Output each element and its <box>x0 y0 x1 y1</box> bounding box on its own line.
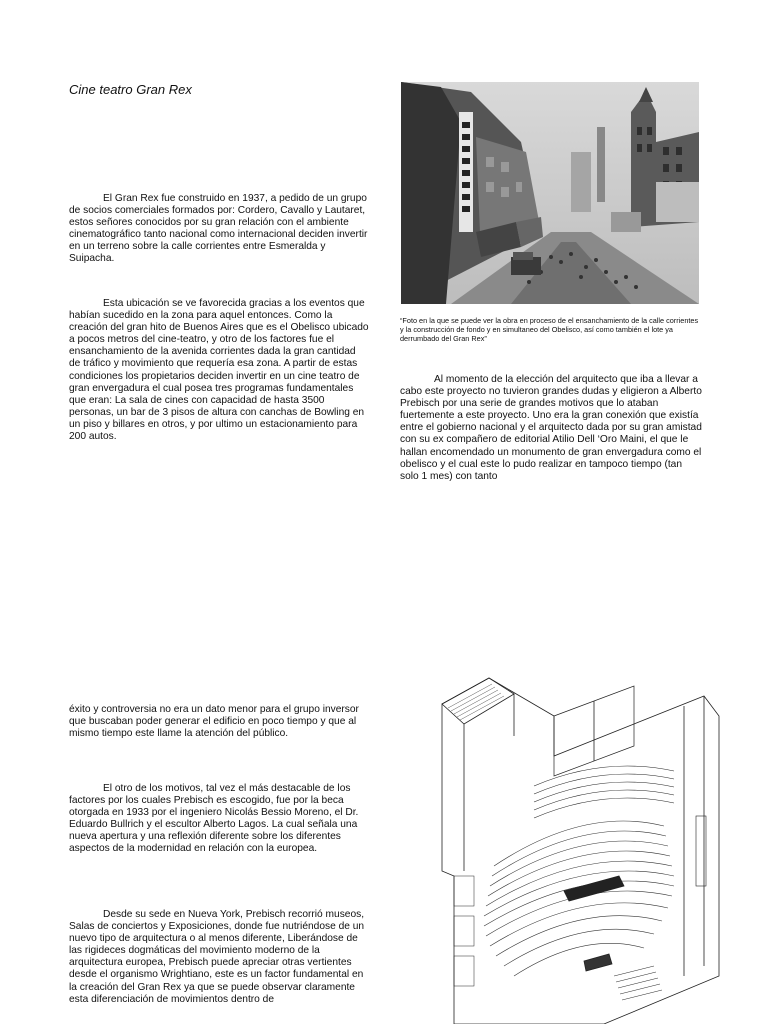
paragraph-2-text: Esta ubicación se ve favorecida gracias a los eventos que habían sucedido en la zona para aquel entonces. Como la creación del gran hito de Buenos Aires que es el Obelisco ubicado a pocos metros del cine-teatro, y otro de los factores fue el ensanchamiento de la avenida corrientes dada la gran cantidad de tráfico y movimiento que requería esa zona. A partir de estas condiciones los propietarios deciden invertir en un cine teatro de gran envergadura el cual posea tres programas fundamentales que eran: La sala de cines con capacidad de hasta 3500 personas, un bar de 3 pisos de altura con canchas de Bowling en un piso y billares en otros, y por ultimo un estacionamiento para 200 autos. <box>69 298 369 443</box>
paragraph-4 <box>69 704 369 740</box>
paragraph-6 <box>69 909 369 1006</box>
paragraph-3-text: Al momento de la elección del arquitecto que iba a llevar a cabo este proyecto no tuvieron grandes dudas y eligieron a Alberto Prebisch por una serie de grandes motivos que lo ataban fuertemente a este proyecto. Uno era la gran conexión que existía entre el gobierno nacional y el arquitecto dada por su gran amistad con su ex compañero de editorial Atilio Dell ‘Oro Maini, el que le hallan encomendado un monumento de gran envergadura como el obelisco y el cual este lo pudo realizar en tampoco tiempo (tan solo 1 mes) con tanto <box>400 374 702 482</box>
paragraph-4-text: éxito y controversia no era un dato menor para el grupo inversor que buscaban poder generar el edificio en poco tiempo y que al mismo tiempo este llame la atención del público. <box>69 704 359 740</box>
street-photo <box>401 82 699 304</box>
paragraph-1 <box>69 193 369 266</box>
paragraph-5 <box>69 783 369 856</box>
isometric-section-drawing <box>434 676 720 1024</box>
paragraph-5-text: El otro de los motivos, tal vez el más destacable de los factores por los cuales Prebisch es escogido, fue por la beca otorgada en 1933 por el ingeniero Nicolás Bessio Moreno, el Dr. Eduardo Bullrich y el escultor Alberto Lagos. La cual señala una nueva apertura y una reflexión diferente sobre los diferentes aspectos de la modernidad en relación con la europea. <box>69 783 359 855</box>
photo-caption: “Foto en la que se puede ver la obra en proceso de el ensanchamiento de la calle corrientes y la construcción de fondo y en simultaneo del Obelisco, así como también el lote ya derrumbado del Gran Rex” <box>400 316 699 344</box>
page-break-gap <box>0 560 768 660</box>
document-title: Cine teatro Gran Rex <box>69 82 192 97</box>
paragraph-1-text: El Gran Rex fue construido en 1937, a pedido de un grupo de socios comerciales formados por: Cordero, Cavallo y Lautaret, estos señores conocidos por su gran relación con el ambiente cinematográfico tanto nacional como internacional deciden invertir en un terreno sobre la calle corrientes entre Esmeralda y Suipacha. <box>69 193 368 265</box>
paragraph-3 <box>400 374 702 483</box>
paragraph-6-text: Desde su sede en Nueva York, Prebisch recorrió museos, Salas de conciertos y Exposiciones, donde fue nutriéndose de un nuevo tipo de arquitectura o al menos diferente, Liberándose de las rigideces dogmáticas del movimiento moderno de la arquitectura europea, Prebisch puede apreciar otras vertientes desde el organismo Wrightiano, este es un factor fundamental en la creación del Gran Rex ya que se puede observar claramente esta diferenciación de movimientos dentro de <box>69 909 365 1005</box>
paragraph-2 <box>69 298 369 443</box>
